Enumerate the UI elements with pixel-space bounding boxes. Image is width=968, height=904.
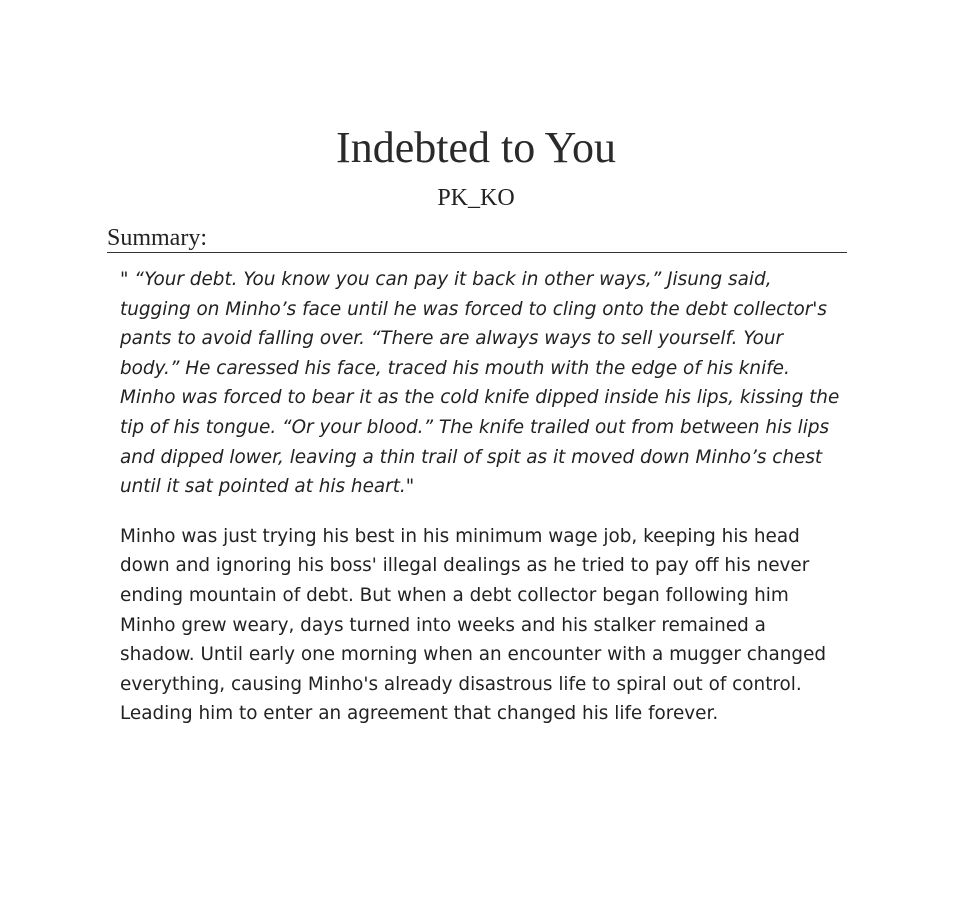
summary-body	[120, 265, 840, 729]
work-title: Indebted to You	[336, 123, 616, 172]
summary-heading: Summary:	[107, 224, 847, 253]
work-author: PK_KO	[437, 185, 515, 211]
summary-paragraph: Minho was just trying his best in his minimum wage job, keeping his head down and ignoring his boss' illegal dealings as he tried to pay off his never ending mountain of debt. But when a debt collector began following him Minho grew weary, days turned into weeks and his stalker remained a shadow. Until early one morning when an encounter with a mugger changed everything, causing Minho's already disastrous life to spiral out of control. Leading him to enter an agreement that changed his life forever.	[120, 525, 827, 725]
summary-quote: " “Your debt. You know you can pay it back in other ways,” Jisung said, tugging on Minho’s face until he was forced to cling onto the debt collector's pants to avoid falling over. “There are always ways to sell yourself. Your body.” He caressed his face, traced his mouth with the edge of his knife. Minho was forced to bear it as the cold knife dipped inside his lips, kissing the tip of his tongue. “Or your blood.” The knife trailed out from between his lips and dipped lower, leaving a thin trail of spit as it moved down Minho’s chest until it sat pointed at his heart."	[120, 269, 840, 498]
